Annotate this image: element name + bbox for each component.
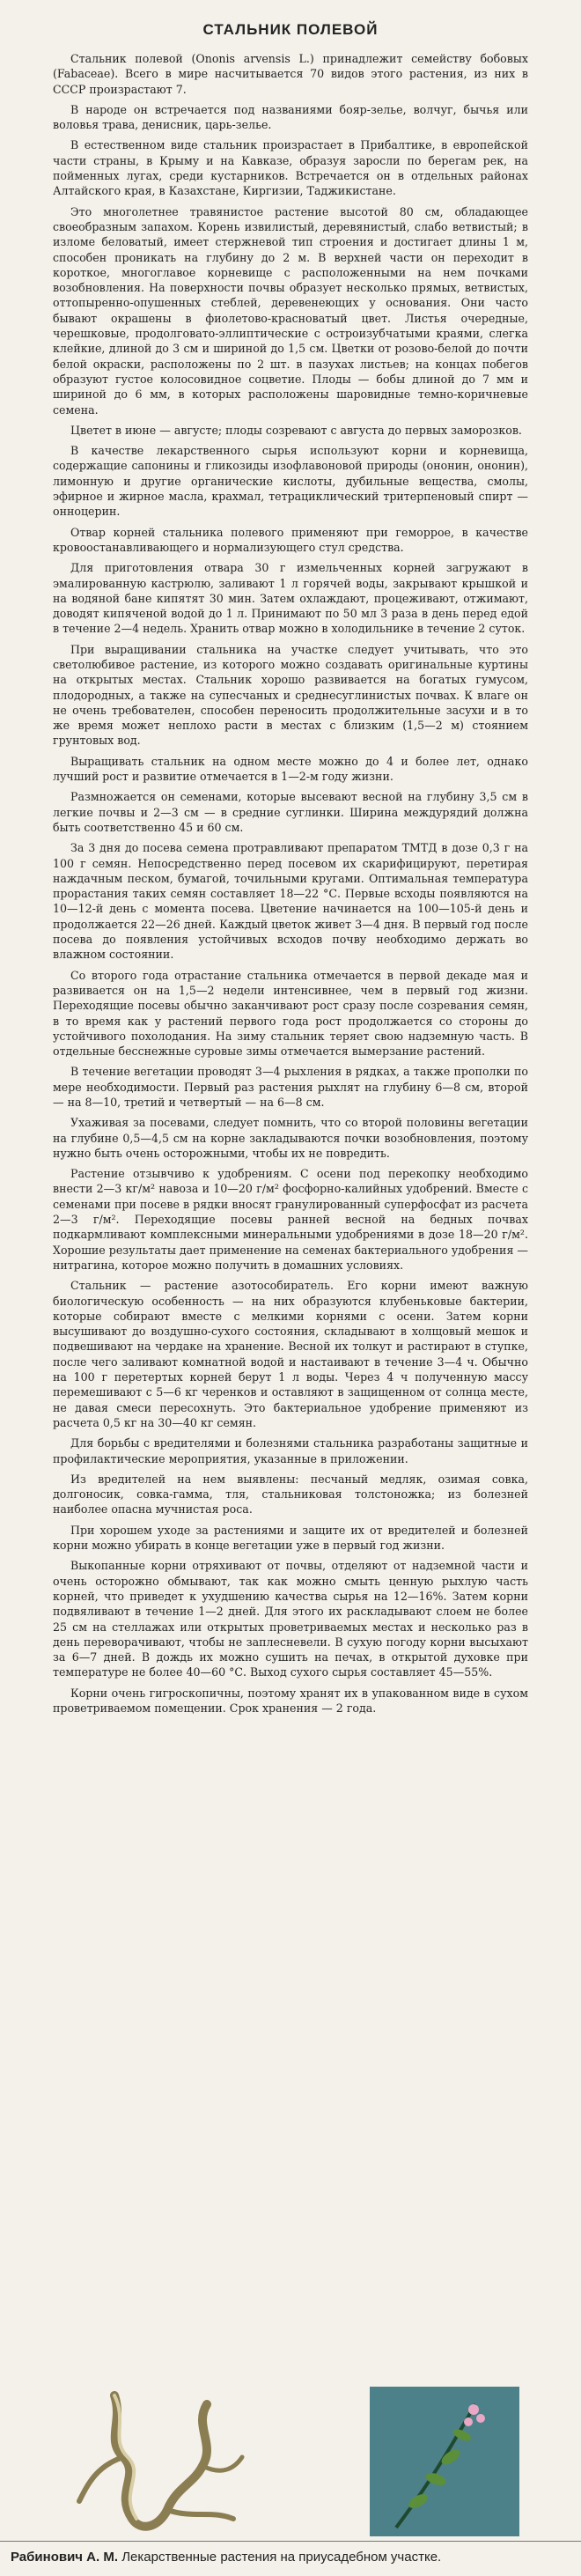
article-paragraph: При хорошем уходе за растениями и защите их от вредителей и болезней корни можно убирать в конце вегетации уже в первый год жизни. <box>53 1523 528 1553</box>
citation-book-title: Лекарственные растения на приусадебном участке. <box>121 2550 442 2565</box>
article-paragraph: Цветет в июне — августе; плоды созревают с августа до первых заморозков. <box>70 423 522 437</box>
citation-author: Рабинович А. М. <box>11 2550 119 2565</box>
article-paragraph: При выращивании стальника на участке следует учитывать, что это светолюбивое растение, из которого можно создавать оригинальные куртины на открытых местах. Стальник хорошо развивается на богатых гумусом, плодородных, а также на супесчаных и среднесуглинистых почвах. К влаге он не очень требователен, способен переносить продолжительные засухи и в то же время может неплохо расти в местах с близким (1,5—2 м) стоянием грунтовых вод. <box>53 642 528 748</box>
article-paragraph: В народе он встречается под названиями бояр-зелье, волчуг, бычья или воловья травa, денисник, царь-зелье. <box>53 102 528 132</box>
article-paragraph: Размножается он семенами, которые высевают весной на глубину 3,5 см в легкие почвы и 2—3 см — в средние суглинки. Ширина междурядий должна быть соответственно 45 и 60 см. <box>53 790 528 834</box>
article-paragraph: В качестве лекарственного сырья используют корни и корневища, содержащие сапонины и гликозиды изофлавоновой природы (ононин, ононин), лимонную и другие органические кислоты, дубильные вещества, смолы, эфирное и жирное масла, крахмал, тетрациклический тритерпеновый спирт — онноцерин. <box>53 444 528 519</box>
article-paragraph: Для приготовления отвара 30 г измельченных корней загружают в эмалированную кастрюлю, заливают 1 л горячей воды, закрывают крышкой и на водяной бане кипятят 30 мин. Затем охлаждают, процеживают, отжимают, доводят кипяченой водой до 1 л. Принимают по 50 мл 3 раза в день перед едой в течение 2—4 недель. Хранить отвар можно в холодильнике в течение 2 суток. <box>53 561 528 636</box>
root-illustration <box>62 2387 251 2536</box>
article-paragraph: Из вредителей на нем выявлены: песчаный медляк, озимая совка, долгоносик, совка-гамма, тля, стальниковая толстоножка; из болезней наиболее опасна мучнистая роса. <box>53 1472 528 1517</box>
book-citation <box>0 2541 581 2576</box>
article-body <box>53 51 528 1716</box>
article-paragraph: Стальник полевой (Ononis arvensis L.) принадлежит семейству бобовых (Fabaceae). Всего в мире насчитывается 70 видов этого растения, из них в СССР произрастают 7. <box>53 52 528 96</box>
article-paragraph: Отвар корней стальника полевого применяют при геморрое, в качестве кровоостанавливающего и нормализующего стул средства. <box>53 525 528 554</box>
article-title: СТАЛЬНИК ПОЛЕВОЙ <box>202 21 379 38</box>
article-paragraph: Это многолетнее травянистое растение высотой 80 см, обладающее своеобразным запахом. Корень извилистый, деревянистый, слабо ветвистый; в изломе беловатый, имеет стержневой тип строения и достигает длины 1 м, способен проникать на глубину до 2 м. В верхней части он переходит в короткое, многоглавое корневище с расположенными на нем почками возобновления. На поверхности почвы образует несколько прямых, ветвистых, оттопыренно-опушенных стеблей, деревенеющих у основания. Они часто бывают окрашены в фиолетово-красноватый цвет. Листья очередные, черешковые, продолговато-эллиптические с остроизубчатыми краями, слегка клейкие, длиной до 3 см и шириной до 1,5 см. Цветки от розово-белой до почти белой окраски, расположены по 2 шт. в пазухах листьев; на концах побегов образуют густое колосовидное соцветие. Плоды — бобы длиной до 7 мм и шириной до 6 мм, в которых расположены шаровидные темно-коричневые семена. <box>53 204 528 417</box>
article-paragraph: Выращивать стальник на одном месте можно до 4 и более лет, однако лучший рост и развитие отмечается в 1—2-м году жизни. <box>53 754 528 784</box>
article-paragraph: Выкопанные корни отряхивают от почвы, отделяют от надземной части и очень осторожно обмывают, так как можно смыть ценную рыхлую часть корней, что приведет к ухудшению качества сырья на 12—16%. Затем корни подвяливают в течение 1—2 дней. Для этого их раскладывают слоем не более 25 см на стеллажах или открытых проветриваемых местах и несколько раз в день переворачивают, чтобы не заплесневели. В сухую погоду корни высыхают за 6—7 дней. В дождь их можно сушить на печах, в открытой духовке при температуре не более 40—60 °С. Выход сухого сырья составляет 45—55%. <box>53 1559 528 1679</box>
article-paragraph: Со второго года отрастание стальника отмечается в первой декаде мая и развивается он на 1,5—2 недели интенсивнее, чем в первый год жизни. Переходящие посевы обычно заканчивают рост сразу после созревания семян, в то время как у растений первого года рост продолжается со стороны до устойчивого похолодания. На зиму стальник теряет свою надземную часть. В отдельные бесснежные суровые зимы отмечается вымерзание растений. <box>53 968 528 1059</box>
illustrations <box>0 2387 581 2536</box>
article-paragraph: Стальник — растение азотособиратель. Его корни имеют важную биологическую особенность — на них образуются клубеньковые бактерии, которые собирают вместе с мелкими корнями с осени. Затем корни высушивают до воздушно-сухого состояния, складывают в холщовый мешок и подвешивают на чердаке на хранение. Весной их толкут и растирают в ступке, после чего заливают комнатной водой и настаивают в течение 3—4 ч. Обычно на 100 г перетертых корней берут 1 л воды. Через 4 ч полученную массу перемешивают с 5—6 кг черенков и оставляют в защищенном от солнца месте, не давая смеси пересохнуть. Это бактериальное удобрение применяют из расчета 0,5 кг на 30—40 кг семян. <box>53 1279 528 1429</box>
article-paragraph: Ухаживая за посевами, следует помнить, что со второй половины вегетации на глубине 0,5—4,5 см на корне закладываются почки возобновления, поэтому нужно быть очень осторожными, чтобы их не повредить. <box>53 1116 528 1160</box>
plant-illustration <box>370 2387 519 2536</box>
article-paragraph: В течение вегетации проводят 3—4 рыхления в рядках, а также прополки по мере необходимости. Первый раз растения рыхлят на глубину 6—8 см, второй — на 8—10, третий и четвертый — на 6—8 см. <box>53 1065 528 1109</box>
article-paragraph: Корни очень гигроскопичны, поэтому хранят их в упакованном виде в сухом проветриваемом помещении. Срок хранения — 2 года. <box>53 1686 528 1715</box>
article-paragraph: Для борьбы с вредителями и болезнями стальника разработаны защитные и профилактические мероприятия, указанные в приложении. <box>53 1436 528 1465</box>
article-paragraph: В естественном виде стальник произрастает в Прибалтике, в европейской части страны, в Крыму и на Кавказе, образуя заросли по берегам рек, на пойменных лугах, среди кустарников. Встречается он в отдельных районах Алтайского края, в Казахстане, Киргизии, Таджикистане. <box>53 138 528 198</box>
article-paragraph: За 3 дня до посева семена протравливают препаратом ТМТД в дозе 0,3 г на 100 г семян. Непосредственно перед посевом их скарифицируют, перетирая наждачным песком, бумагой, точильными кругами. Оптимальная температура прорастания таких семян составляет 18—22 °С. Первые всходы появляются на 10—12-й день с момента посева. Цветение начинается на 100—105-й день и продолжается 22—26 дней. Каждый цветок живет 3—4 дня. В первый год после посева до появления устойчивых всходов почву необходимо держать во влажном состоянии. <box>53 841 528 962</box>
article-paragraph: Растение отзывчиво к удобрениям. С осени под перекопку необходимо внести 2—3 кг/м² навоза и 10—20 г/м² фосфорно-калийных удобрений. Вместе с семенами при посеве в рядки вносят гранулированный суперфосфат из расчета 2—3 г/м². Переходящие посевы ранней весной на бедных почвах подкармливают комплексными минеральными удобрениями в дозе 18—20 г/м². Хорошие результаты дает применение на семенах бактериального удобрения — нитрагина, которое можно получить в домашних условиях. <box>53 1167 528 1272</box>
